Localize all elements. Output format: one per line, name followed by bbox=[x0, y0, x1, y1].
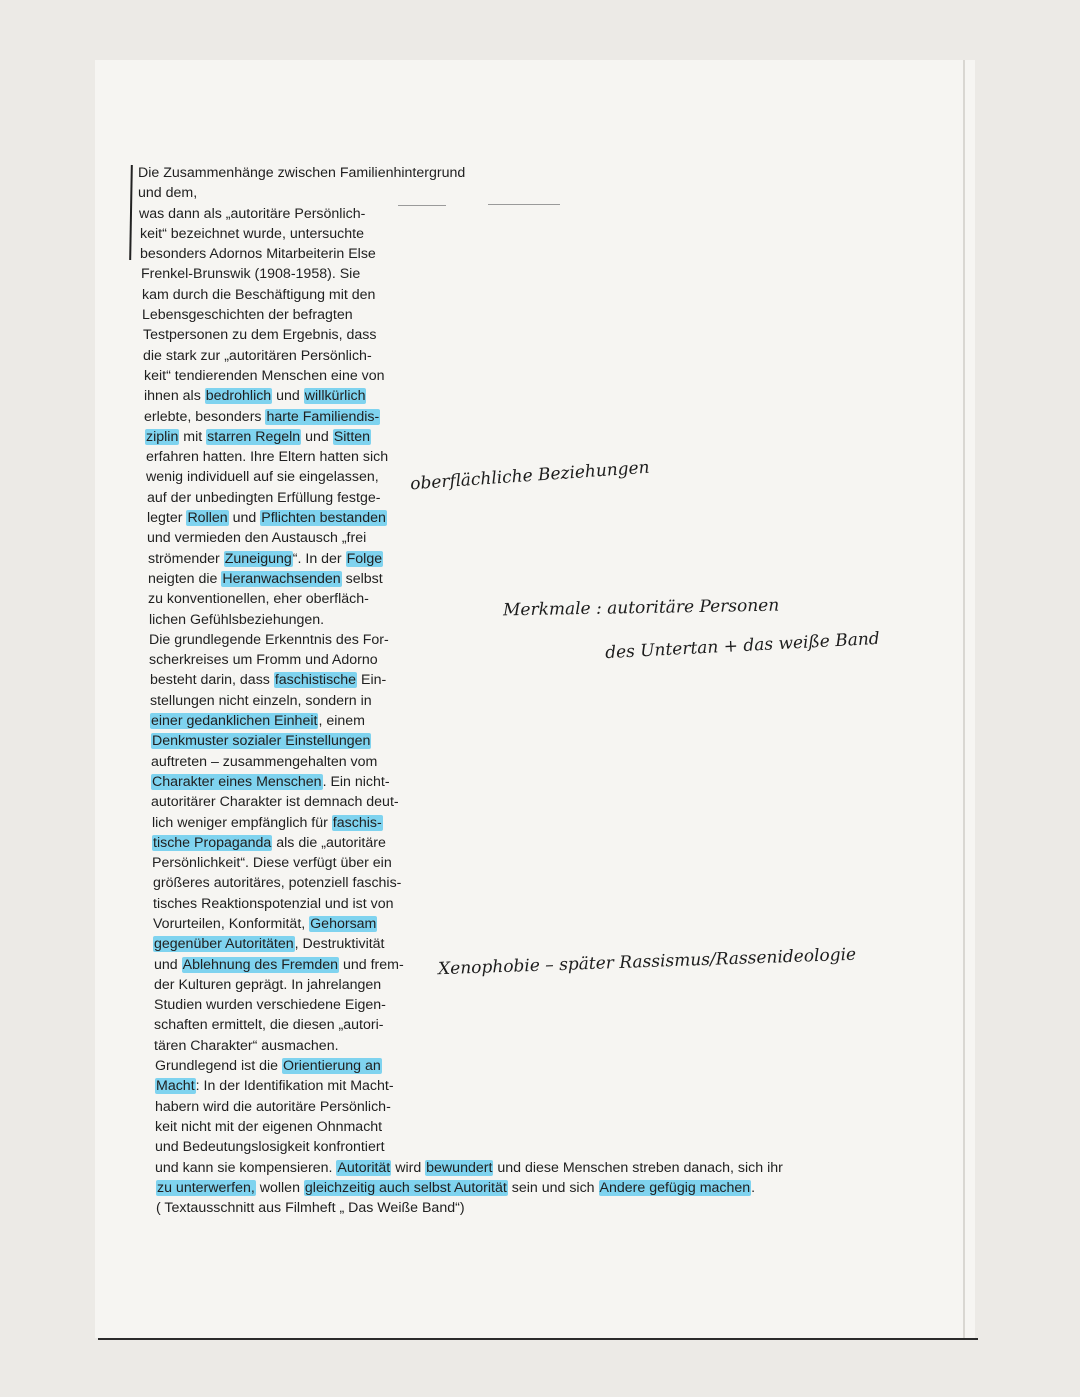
text-line bbox=[146, 447, 783, 467]
highlighted-phrase: Folge bbox=[346, 550, 383, 567]
text-segment: auftreten – zusammengehalten vom bbox=[151, 753, 378, 770]
text-segment: Frenkel-Brunswik (1908-1958). Sie bbox=[141, 266, 361, 283]
text-line bbox=[141, 264, 783, 284]
text-line bbox=[155, 1137, 783, 1157]
text-segment: kam durch die Beschäftigung mit den bbox=[142, 286, 376, 303]
text-segment: lich weniger empfänglich für bbox=[152, 814, 332, 831]
text-segment: schaften ermittelt, die diesen „autori- bbox=[154, 1017, 384, 1034]
highlighted-phrase: Andere gefügig machen bbox=[599, 1179, 751, 1196]
text-segment: besteht darin, dass bbox=[150, 672, 274, 689]
highlighted-phrase: Pflichten bestanden bbox=[261, 510, 386, 527]
text-segment: lichen Gefühlsbeziehungen. bbox=[149, 611, 325, 628]
text-line bbox=[147, 508, 783, 528]
text-segment: größeres autoritäres, potenziell faschis- bbox=[153, 875, 402, 892]
handwritten-note: Merkmale : autoritäre Personen bbox=[502, 595, 780, 621]
highlighted-phrase: faschistische bbox=[274, 672, 357, 689]
highlighted-phrase: Macht bbox=[156, 1078, 195, 1095]
text-line bbox=[155, 1056, 783, 1076]
text-segment: mit bbox=[179, 428, 207, 445]
text-segment: erfahren hatten. Ihre Eltern hatten sich bbox=[146, 449, 389, 466]
text-line bbox=[147, 528, 783, 548]
highlighted-phrase: faschis- bbox=[332, 814, 382, 831]
text-segment: Grundlegend ist die bbox=[155, 1058, 282, 1075]
highlighted-phrase: Ablehnung des Fremden bbox=[182, 956, 339, 973]
text-segment: und diese Menschen streben danach, sich ihr bbox=[493, 1159, 783, 1176]
text-segment: . Ein nicht- bbox=[322, 773, 390, 790]
text-segment: Lebensgeschichten der befragten bbox=[142, 307, 353, 324]
highlighted-phrase: bedrohlich bbox=[205, 388, 272, 405]
text-segment: die stark zur „autoritären Persönlich- bbox=[143, 347, 372, 364]
text-segment: habern wird die autoritäre Persönlich- bbox=[155, 1098, 391, 1115]
excerpt-text bbox=[138, 163, 783, 1218]
text-segment: wollen bbox=[255, 1179, 304, 1196]
text-segment: Testpersonen zu dem Ergebnis, dass bbox=[143, 327, 377, 344]
text-segment: als die „autoritäre bbox=[272, 834, 386, 851]
text-segment: und Bedeutungslosigkeit konfrontiert bbox=[155, 1139, 385, 1156]
highlighted-phrase: Denkmuster sozialer Einstellungen bbox=[152, 733, 371, 750]
text-line bbox=[153, 894, 783, 914]
highlighted-phrase: harte Familiendis- bbox=[266, 408, 380, 425]
text-segment: zu konventionellen, eher oberfläch- bbox=[148, 591, 369, 608]
highlighted-phrase: bewundert bbox=[426, 1159, 493, 1176]
text-line bbox=[154, 995, 783, 1015]
text-segment: Vorurteilen, Konformität, bbox=[153, 915, 310, 932]
text-line bbox=[152, 813, 783, 833]
text-segment: erlebte, besonders bbox=[144, 408, 266, 425]
text-segment: Persönlichkeit“. Diese verfügt über ein bbox=[152, 855, 392, 872]
text-segment: . bbox=[751, 1179, 756, 1196]
highlighted-phrase: starren Regeln bbox=[207, 428, 301, 445]
text-segment: Studien wurden verschiedene Eigen- bbox=[154, 997, 386, 1014]
text-segment: und dem, bbox=[138, 185, 198, 202]
highlighted-phrase: Zuneigung bbox=[224, 550, 292, 567]
text-segment: “. In der bbox=[292, 550, 346, 567]
text-segment: besonders Adornos Mitarbeiterin Else bbox=[140, 246, 376, 263]
text-line bbox=[138, 163, 783, 183]
highlighted-phrase: zu unterwerfen, bbox=[157, 1179, 255, 1196]
text-segment: keit“ tendierenden Menschen eine von bbox=[144, 367, 385, 384]
text-line bbox=[142, 285, 783, 305]
highlighted-phrase: Rollen bbox=[187, 510, 228, 527]
text-segment: Die Zusammenhänge zwischen Familienhintergrund bbox=[138, 165, 466, 181]
text-line bbox=[143, 325, 783, 345]
text-line bbox=[139, 204, 783, 224]
highlighted-phrase: ziplin bbox=[146, 428, 179, 445]
text-line bbox=[153, 914, 783, 934]
text-segment: und bbox=[301, 428, 333, 445]
text-line bbox=[140, 224, 783, 244]
text-line bbox=[148, 549, 783, 569]
highlighted-phrase: einer gedanklichen Einheit bbox=[151, 713, 318, 730]
highlighted-phrase: Heranwachsenden bbox=[222, 570, 341, 587]
highlighted-phrase: Autorität bbox=[337, 1159, 391, 1176]
text-line bbox=[143, 346, 783, 366]
text-line bbox=[138, 183, 783, 203]
text-line bbox=[152, 833, 783, 853]
text-line bbox=[150, 711, 783, 731]
text-segment: der Kulturen geprägt. In jahrelangen bbox=[154, 976, 382, 993]
paper-edge bbox=[963, 60, 965, 1340]
text-line bbox=[153, 873, 783, 893]
text-segment: und bbox=[154, 956, 182, 973]
handwritten-note: oberflächliche Beziehungen bbox=[409, 457, 651, 495]
highlighted-phrase: gleichzeitig auch selbst Autorität bbox=[304, 1179, 507, 1196]
text-segment: Ein- bbox=[357, 672, 387, 689]
text-segment: auf der unbedingten Erfüllung festge- bbox=[147, 489, 381, 506]
text-segment: wenig individuell auf sie eingelassen, bbox=[146, 469, 379, 486]
text-segment: legter bbox=[147, 510, 187, 527]
text-segment: keit nicht mit der eigenen Ohnmacht bbox=[155, 1118, 383, 1135]
text-line bbox=[148, 569, 783, 589]
text-segment: keit“ bezeichnet wurde, untersuchte bbox=[140, 225, 364, 242]
highlighted-phrase: tische Propaganda bbox=[153, 834, 272, 851]
text-line bbox=[156, 1178, 783, 1198]
text-segment: wird bbox=[391, 1159, 426, 1176]
text-line bbox=[140, 244, 783, 264]
bottom-rule bbox=[98, 1338, 978, 1340]
text-segment: stellungen nicht einzeln, sondern in bbox=[150, 692, 372, 709]
text-segment: selbst bbox=[341, 570, 383, 587]
text-segment: und frem- bbox=[339, 956, 404, 973]
highlighted-phrase: willkürlich bbox=[304, 388, 366, 405]
text-segment: ihnen als bbox=[144, 388, 205, 405]
text-segment: was dann als „autoritäre Persönlich- bbox=[139, 205, 366, 222]
text-segment: tären Charakter“ ausmachen. bbox=[154, 1037, 339, 1054]
text-line bbox=[150, 691, 783, 711]
text-segment: , einem bbox=[318, 713, 365, 730]
text-line bbox=[151, 731, 783, 751]
highlighted-phrase: gegenüber Autoritäten bbox=[154, 936, 294, 953]
highlighted-phrase: Charakter eines Menschen bbox=[152, 773, 322, 790]
text-line bbox=[154, 1036, 783, 1056]
text-line bbox=[155, 1158, 783, 1178]
text-line bbox=[144, 386, 783, 406]
text-segment: tisches Reaktionspotenzial und ist von bbox=[153, 895, 394, 912]
text-segment: und bbox=[228, 510, 261, 527]
text-segment: autoritärer Charakter ist demnach deut- bbox=[151, 794, 399, 811]
highlighted-phrase: Gehorsam bbox=[310, 915, 377, 932]
text-segment: Die grundlegende Erkenntnis des For- bbox=[149, 631, 389, 648]
text-line bbox=[151, 752, 783, 772]
text-segment: strömender bbox=[148, 550, 224, 567]
text-line bbox=[152, 853, 783, 873]
text-line bbox=[155, 1117, 783, 1137]
text-segment: neigten die bbox=[148, 570, 222, 587]
text-line bbox=[144, 407, 783, 427]
handwritten-note: des Untertan + das weiße Band bbox=[604, 628, 881, 664]
text-segment: : In der Identifikation mit Macht- bbox=[195, 1078, 394, 1095]
text-segment: und vermieden den Austausch „frei bbox=[147, 530, 367, 547]
text-segment: sein und sich bbox=[507, 1179, 599, 1196]
text-line bbox=[155, 1097, 783, 1117]
text-segment: scherkreises um Fromm und Adorno bbox=[149, 652, 378, 669]
highlighted-phrase: Orientierung an bbox=[282, 1058, 381, 1075]
text-segment: , Destruktivität bbox=[294, 936, 385, 953]
text-line bbox=[147, 488, 783, 508]
text-line bbox=[154, 1015, 783, 1035]
text-line bbox=[150, 670, 783, 690]
text-line bbox=[156, 1198, 783, 1218]
text-line bbox=[145, 427, 783, 447]
highlighted-phrase: Sitten bbox=[333, 428, 371, 445]
text-line bbox=[142, 305, 783, 325]
text-segment: ( Textausschnitt aus Filmheft „ Das Weiße Band“) bbox=[156, 1200, 465, 1217]
text-line bbox=[144, 366, 783, 386]
text-line bbox=[151, 772, 783, 792]
text-line bbox=[155, 1076, 783, 1096]
text-line bbox=[151, 792, 783, 812]
text-segment: und bbox=[272, 388, 304, 405]
text-segment: und kann sie kompensieren. bbox=[155, 1159, 337, 1176]
handwritten-note: Xenophobie – später Rassismus/Rassenideologie bbox=[437, 944, 857, 980]
